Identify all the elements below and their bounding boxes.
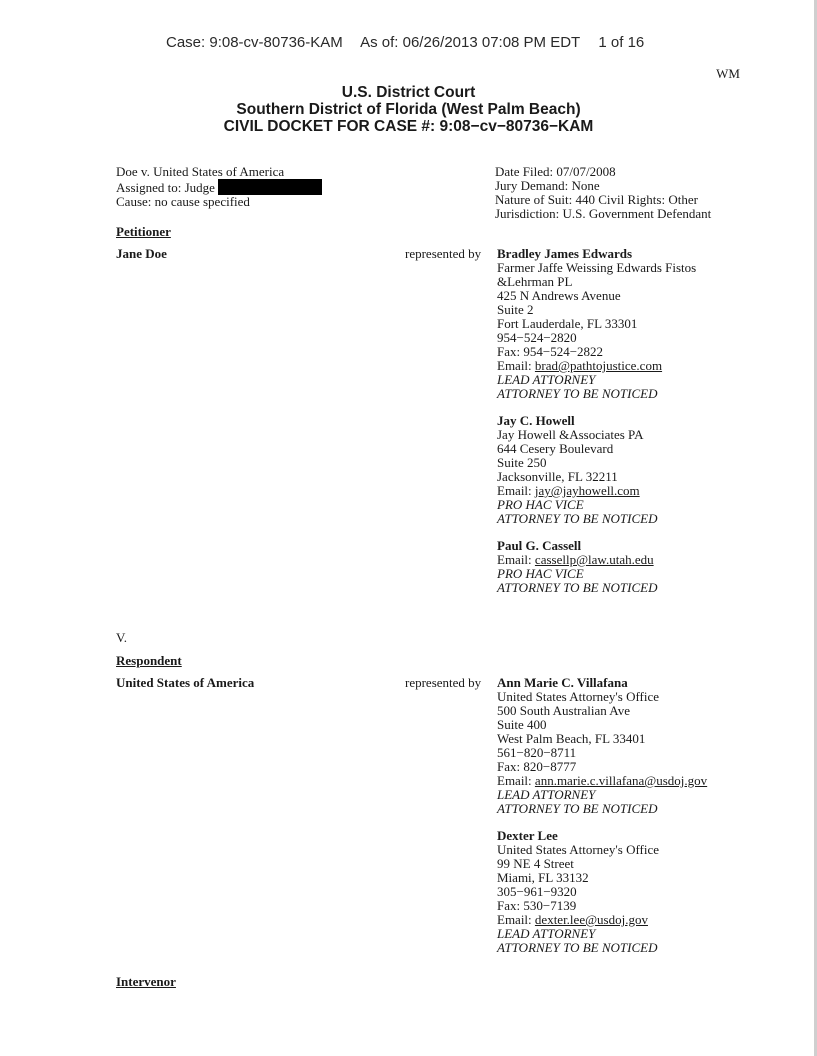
attorney-address-line: West Palm Beach, FL 33401 bbox=[497, 731, 646, 746]
case-cause: Cause: no cause specified bbox=[116, 194, 250, 209]
attorney-block bbox=[497, 414, 696, 526]
docket-heading: CIVIL DOCKET FOR CASE #: 9:08−cv−80736−KAM bbox=[223, 118, 594, 135]
petitioner-attorneys bbox=[497, 247, 696, 608]
email-label: Email: bbox=[497, 483, 535, 498]
attorney-address-line: Fax: 954−524−2822 bbox=[497, 344, 604, 359]
nature-of-suit: Nature of Suit: 440 Civil Rights: Other bbox=[495, 192, 698, 207]
attorney-designation: LEAD ATTORNEY bbox=[497, 787, 596, 802]
as-of-timestamp: As of: 06/26/2013 07:08 PM EDT bbox=[360, 34, 581, 51]
attorney-address-line: Suite 250 bbox=[497, 455, 547, 470]
versus: V. bbox=[116, 630, 127, 645]
attorney-address-line: Farmer Jaffe Weissing Edwards Fistos bbox=[497, 260, 697, 275]
case-number: Case: 9:08-cv-80736-KAM bbox=[166, 34, 343, 51]
attorney-address-line: 305−961−9320 bbox=[497, 884, 577, 899]
email-label: Email: bbox=[497, 358, 535, 373]
attorney-address-line: 644 Cesery Boulevard bbox=[497, 441, 614, 456]
attorney-email-row bbox=[497, 359, 696, 373]
attorney-address-line: Jay Howell &Associates PA bbox=[497, 427, 644, 442]
attorney-designation: ATTORNEY TO BE NOTICED bbox=[497, 940, 658, 955]
docket-title bbox=[0, 84, 817, 135]
attorney-email-row bbox=[497, 913, 707, 927]
jury-demand: Jury Demand: None bbox=[495, 178, 600, 193]
attorney-block bbox=[497, 247, 696, 401]
attorney-name: Ann Marie C. Villafana bbox=[497, 675, 628, 690]
attorney-block bbox=[497, 676, 707, 816]
attorney-name: Dexter Lee bbox=[497, 828, 558, 843]
represented-by-label: represented by bbox=[405, 246, 482, 261]
attorney-name: Paul G. Cassell bbox=[497, 538, 582, 553]
email-label: Email: bbox=[497, 552, 535, 567]
petitioner-heading: Petitioner bbox=[116, 224, 171, 239]
email-link[interactable]: dexter.lee@usdoj.gov bbox=[534, 912, 648, 927]
jurisdiction: Jurisdiction: U.S. Government Defendant bbox=[495, 206, 712, 221]
intervenor-heading: Intervenor bbox=[116, 974, 176, 989]
attorney-designation: ATTORNEY TO BE NOTICED bbox=[497, 386, 658, 401]
court-name: U.S. District Court bbox=[341, 84, 476, 101]
attorney-designation: ATTORNEY TO BE NOTICED bbox=[497, 511, 658, 526]
assigned-judge bbox=[116, 179, 322, 195]
attorney-name: Bradley James Edwards bbox=[497, 246, 633, 261]
attorney-address-line: Fax: 530−7139 bbox=[497, 898, 577, 913]
attorney-name: Jay C. Howell bbox=[497, 413, 575, 428]
page-header bbox=[166, 34, 658, 51]
petitioner-name: Jane Doe bbox=[116, 246, 167, 261]
attorney-address-line: Fort Lauderdale, FL 33301 bbox=[497, 316, 638, 331]
email-label: Email: bbox=[497, 773, 535, 788]
attorney-designation: ATTORNEY TO BE NOTICED bbox=[497, 801, 658, 816]
assigned-label: Assigned to: Judge bbox=[116, 180, 215, 195]
case-caption: Doe v. United States of America bbox=[116, 164, 285, 179]
attorney-email-row bbox=[497, 484, 696, 498]
attorney-address-line: 425 N Andrews Avenue bbox=[497, 288, 621, 303]
page-count: 1 of 16 bbox=[598, 34, 645, 51]
attorney-address-line: 561−820−8711 bbox=[497, 745, 577, 760]
attorney-address-line: United States Attorney's Office bbox=[497, 689, 660, 704]
attorney-address-line: Suite 400 bbox=[497, 717, 547, 732]
attorney-address-line: United States Attorney's Office bbox=[497, 842, 660, 857]
email-link[interactable]: ann.marie.c.villafana@usdoj.gov bbox=[534, 773, 708, 788]
attorney-block bbox=[497, 829, 707, 955]
respondent-attorneys bbox=[497, 676, 707, 968]
attorney-email-row bbox=[497, 774, 707, 788]
attorney-address-line: 954−524−2820 bbox=[497, 330, 577, 345]
attorney-designation: LEAD ATTORNEY bbox=[497, 926, 596, 941]
attorney-address-line: 500 South Australian Ave bbox=[497, 703, 631, 718]
attorney-address-line: Miami, FL 33132 bbox=[497, 870, 589, 885]
wm-mark: WM bbox=[716, 66, 740, 81]
redaction-bar bbox=[218, 179, 322, 195]
case-meta bbox=[495, 165, 711, 221]
email-link[interactable]: cassellp@law.utah.edu bbox=[534, 552, 654, 567]
attorney-designation: LEAD ATTORNEY bbox=[497, 372, 596, 387]
attorney-designation: PRO HAC VICE bbox=[497, 497, 584, 512]
attorney-designation: ATTORNEY TO BE NOTICED bbox=[497, 580, 658, 595]
attorney-address-line: 99 NE 4 Street bbox=[497, 856, 574, 871]
attorney-block bbox=[497, 539, 696, 595]
email-link[interactable]: jay@jayhowell.com bbox=[534, 483, 640, 498]
date-filed: Date Filed: 07/07/2008 bbox=[495, 164, 616, 179]
case-info bbox=[116, 165, 322, 209]
respondent-name: United States of America bbox=[116, 675, 255, 690]
attorney-email-row bbox=[497, 553, 696, 567]
attorney-address-line: Jacksonville, FL 32211 bbox=[497, 469, 618, 484]
attorney-address-line: &Lehrman PL bbox=[497, 274, 573, 289]
email-label: Email: bbox=[497, 912, 535, 927]
respondent-heading: Respondent bbox=[116, 653, 182, 668]
email-link[interactable]: brad@pathtojustice.com bbox=[534, 358, 663, 373]
district-name: Southern District of Florida (West Palm Beach) bbox=[236, 101, 581, 118]
represented-by-label: represented by bbox=[405, 675, 482, 690]
attorney-designation: PRO HAC VICE bbox=[497, 566, 584, 581]
attorney-address-line: Suite 2 bbox=[497, 302, 534, 317]
attorney-address-line: Fax: 820−8777 bbox=[497, 759, 577, 774]
